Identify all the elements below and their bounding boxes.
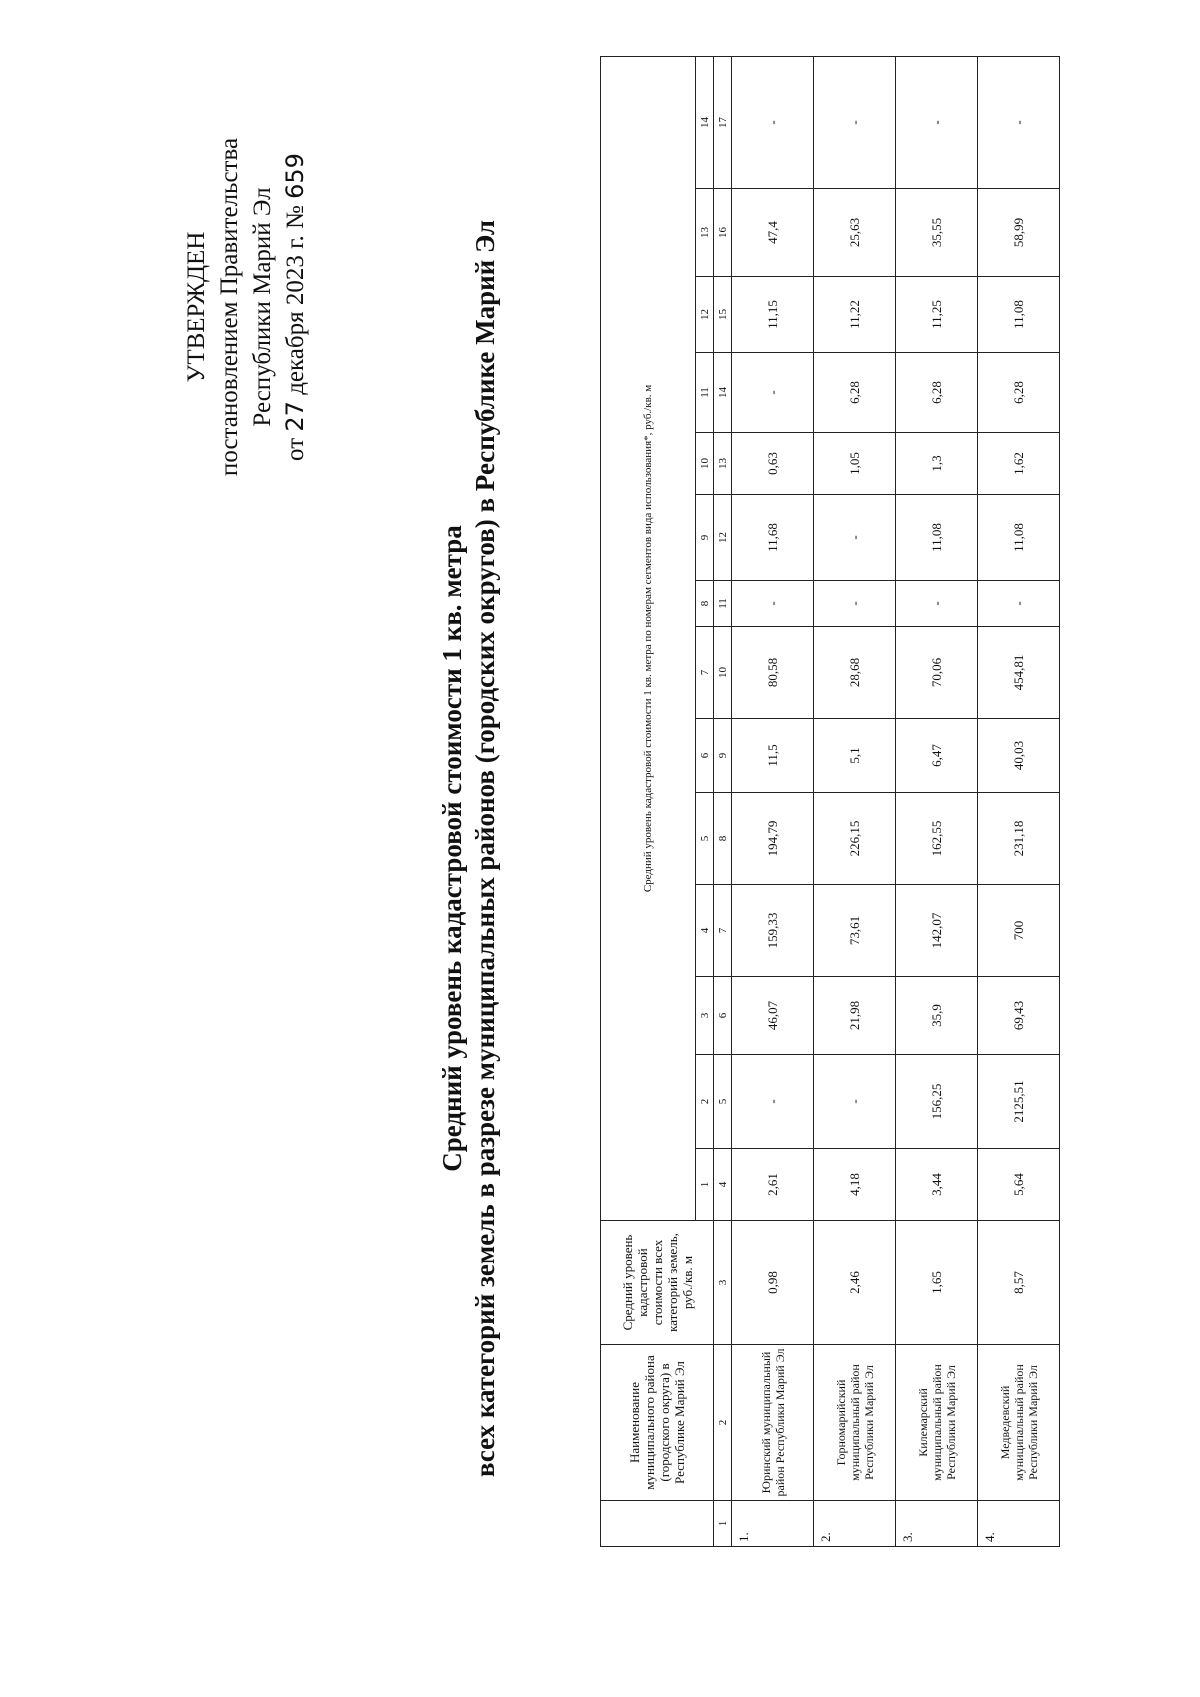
segment-value-cell: -	[896, 581, 978, 627]
approval-authority: постановлением Правительства	[216, 137, 243, 477]
segment-value-cell: 1,62	[978, 433, 1060, 495]
segment-value-cell: 159,33	[732, 885, 814, 977]
cadastral-value-table	[600, 56, 1060, 1547]
segment-value-cell: -	[814, 56, 896, 188]
segment-value-cell: 25,63	[814, 189, 896, 277]
segment-value-cell: 700	[978, 885, 1060, 977]
segment-value-cell: 6,28	[896, 353, 978, 433]
column-number-cell: 8	[714, 793, 732, 885]
segment-value-cell: 156,25	[896, 1055, 978, 1149]
table-row	[732, 56, 814, 1546]
segment-value-cell: 70,06	[896, 627, 978, 719]
segment-value-cell: 6,28	[814, 353, 896, 433]
district-name-cell: Килемарский муниципальный район Республики Марий Эл	[896, 1345, 978, 1501]
segment-value-cell: 21,98	[814, 977, 896, 1055]
table-body	[732, 56, 1060, 1546]
column-number-cell: 2	[714, 1345, 732, 1501]
segment-number-cell: 5	[696, 793, 714, 885]
avg-value-cell: 8,57	[978, 1221, 1060, 1345]
segment-value-cell: 5,1	[814, 719, 896, 793]
segment-value-cell: 11,22	[814, 277, 896, 353]
district-name-cell: Юринский муниципальный район Республики Марий Эл	[732, 1345, 814, 1501]
segment-value-cell: 231,18	[978, 793, 1060, 885]
header-name-cell: Наименование муниципального района (городского округа) в Республике Марий Эл	[601, 1345, 714, 1501]
avg-value-cell: 1,65	[896, 1221, 978, 1345]
segment-number-cell: 8	[696, 581, 714, 627]
segment-value-cell: 11,25	[896, 277, 978, 353]
column-number-cell: 10	[714, 627, 732, 719]
segment-value-cell: 11,5	[732, 719, 814, 793]
segment-value-cell: -	[814, 1055, 896, 1149]
segment-number-cell: 1	[696, 1149, 714, 1221]
segment-value-cell: 454,81	[978, 627, 1060, 719]
segment-value-cell: -	[978, 581, 1060, 627]
segment-value-cell: 46,07	[732, 977, 814, 1055]
column-number-cell: 9	[714, 719, 732, 793]
segment-value-cell: 80,58	[732, 627, 814, 719]
segment-number-cell: 13	[696, 189, 714, 277]
segment-value-cell: 0,63	[732, 433, 814, 495]
table-row	[814, 56, 896, 1546]
district-name-cell: Медведевский муниципальный район Республики Марий Эл	[978, 1345, 1060, 1501]
segment-value-cell: 35,9	[896, 977, 978, 1055]
segment-value-cell: 28,68	[814, 627, 896, 719]
date-day: 27	[281, 401, 309, 432]
segment-value-cell: 3,44	[896, 1149, 978, 1221]
approval-heading: УТВЕРЖДЕН	[183, 231, 210, 383]
segment-value-cell: 226,15	[814, 793, 896, 885]
segment-value-cell: -	[896, 56, 978, 188]
column-number-cell: 1	[714, 1501, 732, 1547]
segment-number-cell: 14	[696, 56, 714, 188]
segment-value-cell: 11,08	[896, 495, 978, 581]
table-row	[978, 56, 1060, 1546]
title-line-2: всех категорий земель в разрезе муниципальных районов (городских округов) в Республике Марий Эл	[470, 219, 500, 1478]
segment-value-cell: -	[732, 353, 814, 433]
segment-number-cell: 12	[696, 277, 714, 353]
segment-value-cell: -	[732, 581, 814, 627]
row-index-cell: 4.	[978, 1501, 1060, 1547]
title-line-1: Средний уровень кадастровой стоимости 1 кв. метра	[437, 525, 467, 1172]
segment-value-cell: -	[814, 495, 896, 581]
column-number-cell: 11	[714, 581, 732, 627]
segment-value-cell: 6,47	[896, 719, 978, 793]
column-number-cell: 15	[714, 277, 732, 353]
approval-stamp	[180, 77, 312, 537]
segment-value-cell: 11,08	[978, 495, 1060, 581]
table-row	[896, 56, 978, 1546]
column-number-cell: 16	[714, 189, 732, 277]
page-title	[436, 0, 502, 1697]
date-rest: декабря 2023 г. №	[282, 205, 309, 395]
column-number-row	[714, 56, 732, 1546]
segment-value-cell: 142,07	[896, 885, 978, 977]
column-number-cell: 7	[714, 885, 732, 977]
segment-value-cell: -	[814, 581, 896, 627]
header-avg-cell: Средний уровень кадастровой стоимости всех категорий земель, руб./кв. м	[601, 1221, 714, 1345]
district-name-cell: Горномарийский муниципальный район Республики Марий Эл	[814, 1345, 896, 1501]
avg-value-cell: 0,98	[732, 1221, 814, 1345]
segment-value-cell: 35,55	[896, 189, 978, 277]
header-index-cell	[601, 1501, 714, 1547]
header-segments-cell: Средний уровень кадастровой стоимости 1 кв. метра по номерам сегментов вида использования*, руб./кв. м	[601, 56, 696, 1220]
segment-number-cell: 11	[696, 353, 714, 433]
segment-value-cell: 11,08	[978, 277, 1060, 353]
segment-value-cell: 5,64	[978, 1149, 1060, 1221]
column-number-cell: 14	[714, 353, 732, 433]
segment-number-cell: 7	[696, 627, 714, 719]
segment-value-cell: -	[978, 56, 1060, 188]
row-index-cell: 3.	[896, 1501, 978, 1547]
segment-value-cell: 162,55	[896, 793, 978, 885]
segment-value-cell: 2125,51	[978, 1055, 1060, 1149]
segment-value-cell: 11,68	[732, 495, 814, 581]
segment-number-cell: 2	[696, 1055, 714, 1149]
doc-number: 659	[281, 153, 309, 199]
segment-value-cell: 73,61	[814, 885, 896, 977]
segment-value-cell: 194,79	[732, 793, 814, 885]
segment-value-cell: 1,05	[814, 433, 896, 495]
column-number-cell: 6	[714, 977, 732, 1055]
column-number-cell: 12	[714, 495, 732, 581]
segment-value-cell: -	[732, 56, 814, 188]
column-number-cell: 4	[714, 1149, 732, 1221]
row-index-cell: 1.	[732, 1501, 814, 1547]
date-prefix: от	[282, 437, 309, 461]
column-number-cell: 5	[714, 1055, 732, 1149]
segment-value-cell: 4,18	[814, 1149, 896, 1221]
segment-value-cell: 40,03	[978, 719, 1060, 793]
segment-value-cell: 2,61	[732, 1149, 814, 1221]
segment-number-cell: 6	[696, 719, 714, 793]
segment-value-cell: 47,4	[732, 189, 814, 277]
segment-value-cell: -	[732, 1055, 814, 1149]
segment-number-cell: 3	[696, 977, 714, 1055]
segment-value-cell: 69,43	[978, 977, 1060, 1055]
segment-number-cell: 10	[696, 433, 714, 495]
approval-date	[279, 77, 312, 537]
segment-number-cell: 4	[696, 885, 714, 977]
segment-number-cell: 9	[696, 495, 714, 581]
column-number-cell: 17	[714, 56, 732, 188]
segment-value-cell: 6,28	[978, 353, 1060, 433]
column-number-cell: 3	[714, 1221, 732, 1345]
column-number-cell: 13	[714, 433, 732, 495]
segment-value-cell: 58,99	[978, 189, 1060, 277]
segment-value-cell: 11,15	[732, 277, 814, 353]
segment-value-cell: 1,3	[896, 433, 978, 495]
row-index-cell: 2.	[814, 1501, 896, 1547]
approval-region: Республики Марий Эл	[249, 187, 276, 427]
avg-value-cell: 2,46	[814, 1221, 896, 1345]
header-row	[601, 56, 696, 1546]
